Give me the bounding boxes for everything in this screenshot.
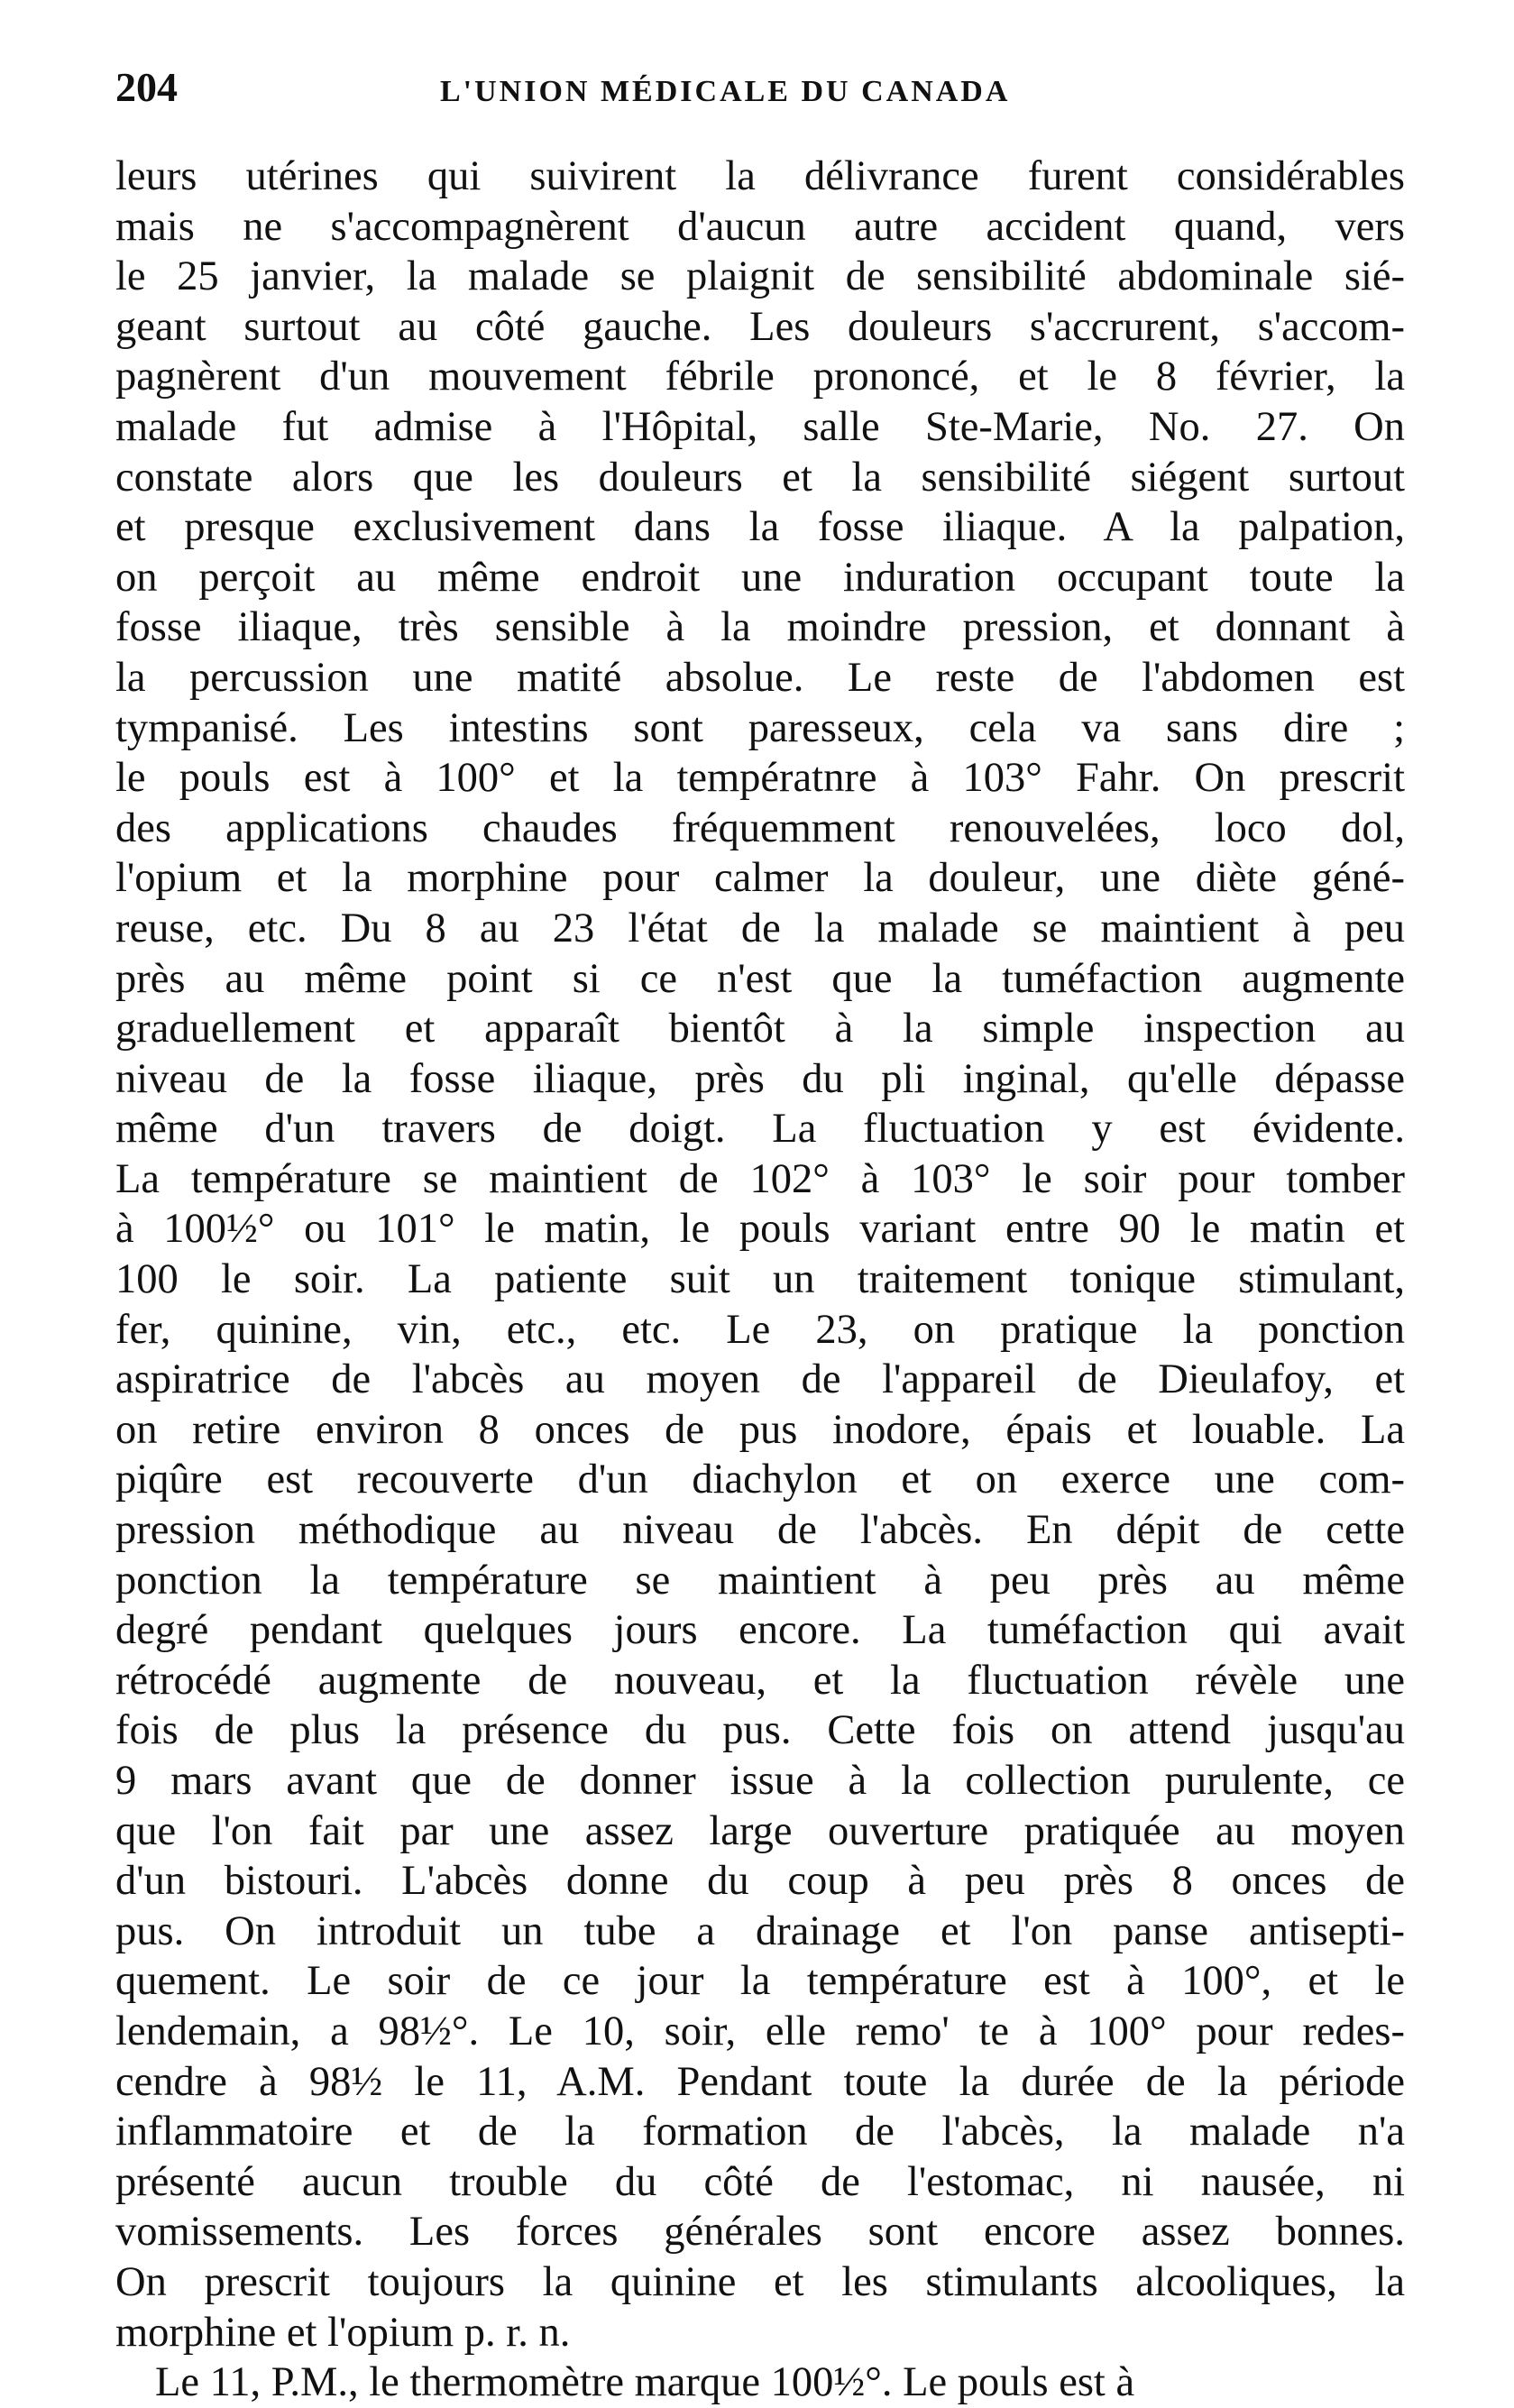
text-line: cendre à 98½ le 11, A.M. Pendant toute la durée de la période	[115, 2058, 1405, 2105]
text-line: malade fut admise à l'Hôpital, salle Ste-Marie, No. 27. On	[115, 403, 1405, 450]
text-line: l'opium et la morphine pour calmer la douleur, une diète géné-	[115, 855, 1405, 902]
text-line: aspiratrice de l'abcès au moyen de l'appareil de Dieulafoy, et	[115, 1356, 1405, 1403]
text-line: graduellement et apparaît bientôt à la simple inspection au	[115, 1006, 1405, 1052]
text-line: Le 11, P.M., le thermomètre marque 100½°. Le pouls est à	[155, 2359, 1135, 2406]
text-line: fois de plus la présence du pus. Cette fois on attend jusqu'au	[115, 1707, 1405, 1754]
text-line: on perçoit au même endroit une induration occupant toute la	[115, 554, 1405, 601]
text-line: à 100½° ou 101° le matin, le pouls variant entre 90 le matin et	[115, 1206, 1405, 1253]
body-text	[115, 152, 1405, 2408]
text-line: 9 mars avant que de donner issue à la collection purulente, ce	[115, 1758, 1405, 1804]
text-line: mais ne s'accompagnèrent d'aucun autre accident quand, vers	[115, 203, 1405, 250]
text-line: quement. Le soir de ce jour la température est à 100°, et le	[115, 1958, 1405, 2005]
text-line: leurs utérines qui suivirent la délivrance furent considérables	[115, 153, 1405, 199]
text-line: on retire environ 8 onces de pus inodore, épais et louable. La	[115, 1406, 1405, 1453]
text-line: vomissements. Les forces générales sont encore assez bonnes.	[115, 2209, 1405, 2256]
text-line: la percussion une matité absolue. Le reste de l'abdomen est	[115, 654, 1405, 701]
page-number: 204	[115, 64, 178, 110]
text-line: geant surtout au côté gauche. Les douleurs s'accrurent, s'accom-	[115, 303, 1405, 350]
text-line: lendemain, a 98½°. Le 10, soir, elle remo' te à 100° pour redes-	[115, 2008, 1405, 2054]
text-line: des applications chaudes fréquemment renouvelées, loco dol,	[115, 804, 1405, 851]
text-line: et presque exclusivement dans la fosse iliaque. A la palpation,	[115, 504, 1405, 551]
text-line: le pouls est à 100° et la températnre à 103° Fahr. On prescrit	[115, 755, 1405, 802]
text-line: présenté aucun trouble du côté de l'estomac, ni nausée, ni	[115, 2158, 1405, 2205]
text-line: que l'on fait par une assez large ouverture pratiquée au moyen	[115, 1807, 1405, 1854]
text-line: morphine et l'opium p. r. n.	[115, 2309, 571, 2356]
running-head	[115, 63, 1405, 108]
text-line: tympanisé. Les intestins sont paresseux, cela va sans dire ;	[115, 704, 1405, 751]
text-line: d'un bistouri. L'abcès donne du coup à peu près 8 onces de	[115, 1858, 1405, 1905]
text-line: rétrocédé augmente de nouveau, et la fluctuation révèle une	[115, 1657, 1405, 1704]
text-line: 100 le soir. La patiente suit un traitement tonique stimulant,	[115, 1256, 1405, 1303]
document-page	[115, 63, 1405, 2408]
text-line: même d'un travers de doigt. La fluctuation y est évidente.	[115, 1106, 1405, 1153]
text-line: le 25 janvier, la malade se plaignit de sensibilité abdominale sié-	[115, 253, 1405, 300]
text-line: inflammatoire et de la formation de l'abcès, la malade n'a	[115, 2109, 1405, 2155]
text-line: près au même point si ce n'est que la tuméfaction augmente	[115, 955, 1405, 1002]
text-line: fosse iliaque, très sensible à la moindre pression, et donnant à	[115, 604, 1405, 651]
text-line: degré pendant quelques jours encore. La tuméfaction qui avait	[115, 1607, 1405, 1654]
paragraph-container	[115, 152, 1405, 2408]
text-line: pression méthodique au niveau de l'abcès. En dépit de cette	[115, 1507, 1405, 1554]
text-line: pagnèrent d'un mouvement fébrile prononcé, et le 8 février, la	[115, 354, 1405, 400]
text-line: constate alors que les douleurs et la sensibilité siégent surtout	[115, 454, 1405, 501]
text-line: ponction la température se maintient à peu près au même	[115, 1557, 1405, 1604]
text-line: On prescrit toujours la quinine et les stimulants alcooliques, la	[115, 2258, 1405, 2305]
text-line: fer, quinine, vin, etc., etc. Le 23, on pratique la ponction	[115, 1306, 1405, 1353]
text-line: pus. On introduit un tube a drainage et l'on panse antisepti-	[115, 1907, 1405, 1954]
text-line: niveau de la fosse iliaque, près du pli inginal, qu'elle dépasse	[115, 1055, 1405, 1102]
journal-title: L'UNION MÉDICALE DU CANADA	[440, 75, 1011, 108]
text-line: La température se maintient de 102° à 103° le soir pour tomber	[115, 1155, 1405, 1202]
text-line: reuse, etc. Du 8 au 23 l'état de la malade se maintient à peu	[115, 905, 1405, 951]
text-line: piqûre est recouverte d'un diachylon et on exerce une com-	[115, 1457, 1405, 1503]
